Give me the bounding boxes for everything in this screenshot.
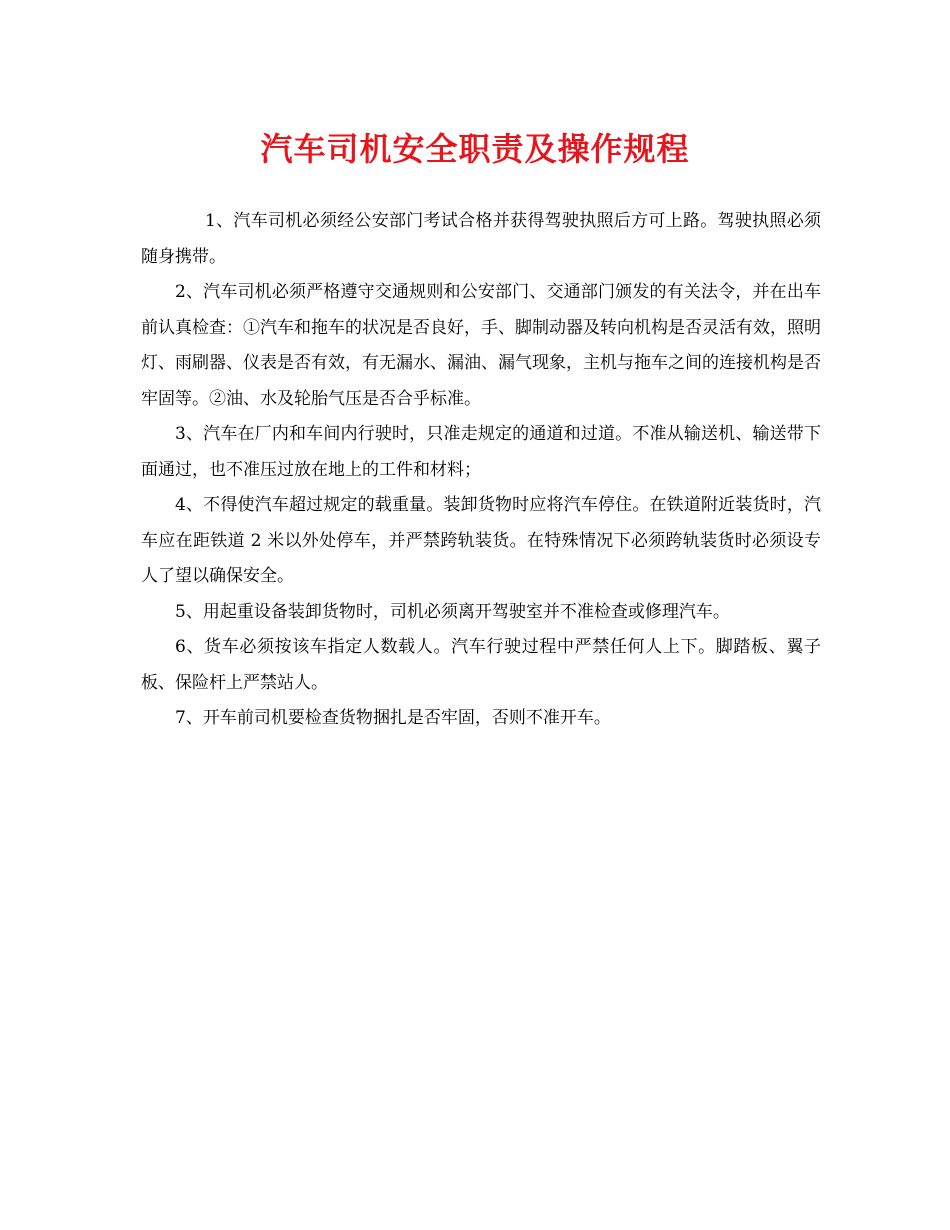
paragraph-1: 1、汽车司机必须经公安部门考试合格并获得驾驶执照后方可上路。驾驶执照必须随身携带。 xyxy=(141,211,821,267)
document-title: 汽车司机安全职责及操作规程 xyxy=(260,130,690,168)
paragraph-4: 4、不得使汽车超过规定的载重量。装卸货物时应将汽车停住。在铁道附近装货时，汽车应在距铁道 2 米以外处停车，并严禁跨轨装货。在特殊情况下必须跨轨装货时必须设专人了望以确保安全。 xyxy=(141,495,821,586)
paragraph-3: 3、汽车在厂内和车间内行驶时，只准走规定的通道和过道。不准从输送机、输送带下面通过，也不准压过放在地上的工件和材料； xyxy=(141,424,821,480)
paragraph-6: 6、货车必须按该车指定人数载人。汽车行驶过程中严禁任何人上下。脚踏板、翼子板、保险杆上严禁站人。 xyxy=(141,637,821,693)
paragraph-2: 2、汽车司机必须严格遵守交通规则和公安部门、交通部门颁发的有关法令，并在出车前认真检查：①汽车和拖车的状况是否良好，手、脚制动器及转向机构是否灵活有效，照明灯、雨刷器、仪表是否有效，有无漏水、漏油、漏气现象，主机与拖车之间的连接机构是否牢固等。②油、水及轮胎气压是否合乎标准。 xyxy=(141,282,821,409)
paragraph-7: 7、开车前司机要检查货物捆扎是否牢固，否则不准开车。 xyxy=(175,708,611,728)
document-body xyxy=(141,204,821,737)
paragraph-5: 5、用起重设备装卸货物时，司机必须离开驾驶室并不准检查或修理汽车。 xyxy=(175,601,730,622)
